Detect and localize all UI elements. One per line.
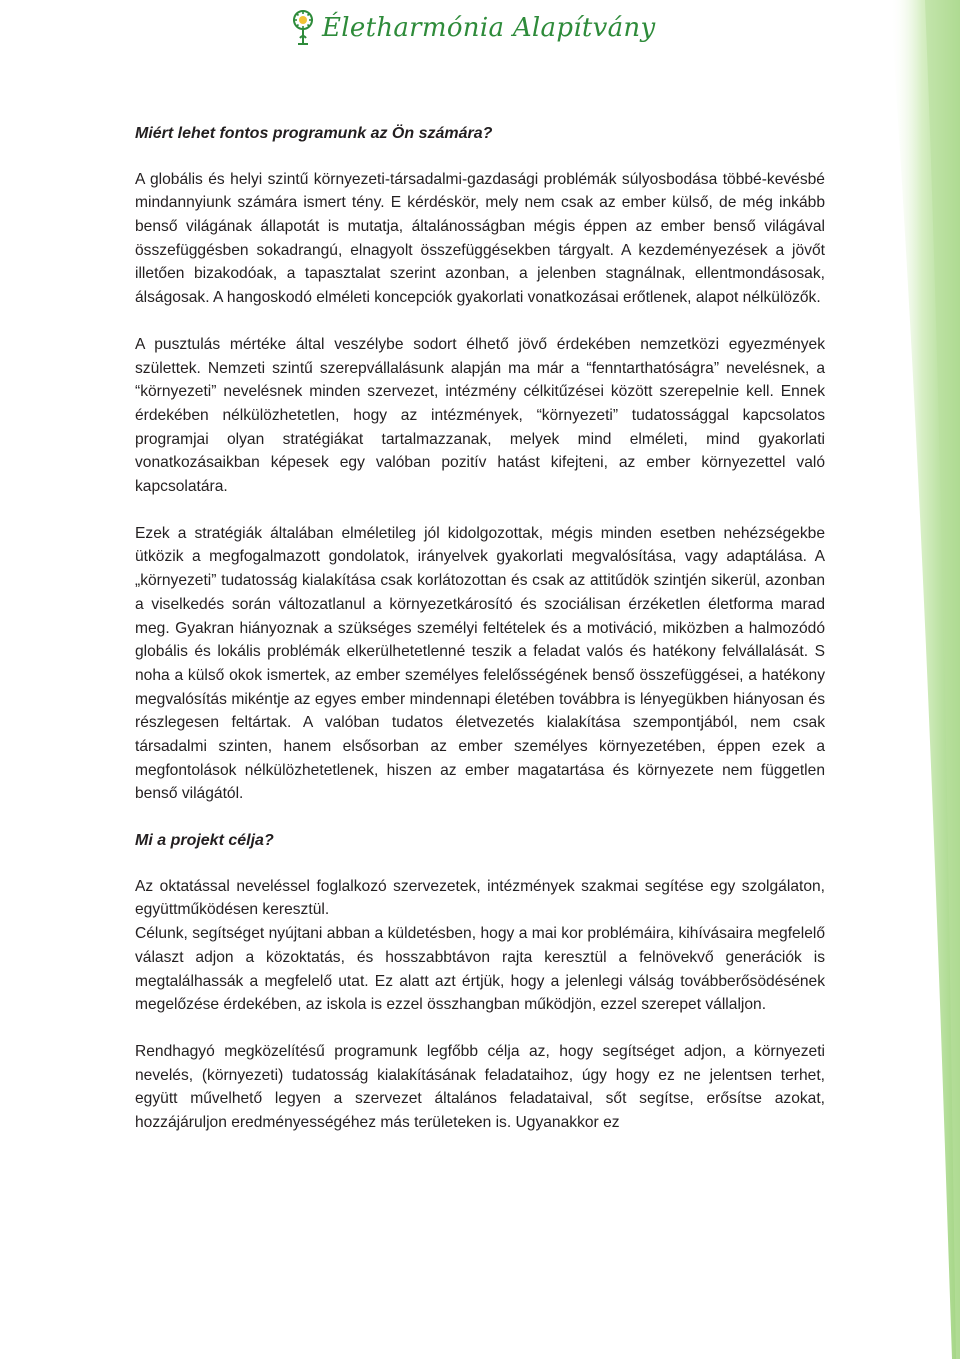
section-project-goal: [135, 829, 825, 1135]
paragraph: A globális és helyi szintű környezeti-társadalmi-gazdasági problémák súlyosbodása többé-kevésbé mindannyiunk számára ismert tény. E kérdéskör, mely nem csak az ember külső, de még inkább benső világának állapotát is mutatja, általánosságban mégis éppen az ember benső világával összefüggésben sokadrangú, elnagyolt összefüggésekben tárgyalt. A kezdeményezések a jövőt illetően bizakodóak, a tapasztalat szerint azonban, a jelenben stagnálnak, ellentmondásosak, álságosak. A hangoskodó elméleti koncepciók gyakorlati vonatkozásai erőtlenek, alapot nélkülözők.: [135, 170, 825, 307]
paragraph: Ezek a stratégiák általában elméletileg jól kidolgozottak, mégis minden esetben nehézségekbe ütközik a megfogalmazott gondolatok, irányelvek gyakorlati megvalósítása, vagy adaptálása. A „környezeti” tudatosság kialakítása csak korlátozottan és csak az attitűdök szintjén sikerül, azonban a viselkedés során változatlanul a környezetkárosító és szociálisan érzéketlen életforma marad meg. Gyakran hiányoznak a szükséges személyi feltételek és a motiváció, miközben a halmozódó globális és lokális problémák elkerülhetetlenné teszik a feladat valós és hatékony felvállalását. S noha a külső okok ismertek, az ember személyes felelősségének benső összefüggései, a hatékony megvalósítás mikéntje az egyes ember mindennapi életében továbbra is lényegükben hiányosan és részlegesen feltártak. A valóban tudatos életvezetés kialakítása szempontjából, nem csak társadalmi szinten, hanem elsősorban az ember személyes környezetében, éppen ezek a megfontolások nélkülözhetetlenek, hiszen az ember magatartása és környezete nem független benső világától.: [135, 524, 825, 803]
foundation-logo: [288, 8, 655, 48]
decorative-green-swoosh: [870, 0, 960, 1359]
section-heading: Mi a projekt célja?: [135, 832, 274, 850]
section-heading: Miért lehet fontos programunk az Ön számára?: [135, 125, 493, 142]
document-body: [135, 118, 825, 1158]
paragraph: Rendhagyó megközelítésű programunk legfőbb célja az, hogy segítséget adjon, a környezeti nevelés, (környezeti) tudatosság kialakításának feladataihoz, úgy hogy ez ne jelentsen terhet, együtt művelhető legyen a szervezet általános feladataival, sőt segítse, erősítse azokat, hozzájáruljon eredményességéhez más területeken is. Ugyanakkor ez: [135, 1042, 825, 1132]
section-why-important: [135, 122, 825, 806]
paragraph: A pusztulás mértéke által veszélybe sodort élhető jövő érdekében nemzetközi egyezmények születtek. Nemzeti szintű szerepvállalásunk alapján ma már a “fenntarthatóságra” nevelésnek, a “környezeti” nevelésnek minden szervezet, intézmény célkitűzései között szerepelnie kell. Ennek érdekében nélkülözhetetlen, hogy az intézmények, “környezeti” tudatossággal kapcsolatos programjai olyan stratégiákat tartalmazzanak, melyek mind elméleti, mind gyakorlati vonatkozásaikban képesek egy valóban pozitív hatást kifejteni, az ember környezettel való kapcsolatára.: [135, 335, 825, 496]
paragraph: Célunk, segítséget nyújtani abban a küldetésben, hogy a mai kor problémáira, kihívásaira megfelelő választ adjon a közoktatás, és hosszabbtávon rajta keresztül a felnövekvő generációk is megtalálhassák a megfelelő utat. Ez alatt azt értjük, hogy a jelenlegi válság továbberősödésének megelőzése érdekében, az iskola is ezzel összhangban működjön, ezzel szerepet vállaljon.: [135, 925, 825, 1014]
paragraph: Az oktatással neveléssel foglalkozó szervezetek, intézmények szakmai segítése egy szolgálaton, együttműködésen keresztül.: [135, 877, 825, 919]
tree-of-life-icon: [288, 8, 318, 48]
logo-text: Életharmónia Alapítvány: [322, 13, 656, 43]
